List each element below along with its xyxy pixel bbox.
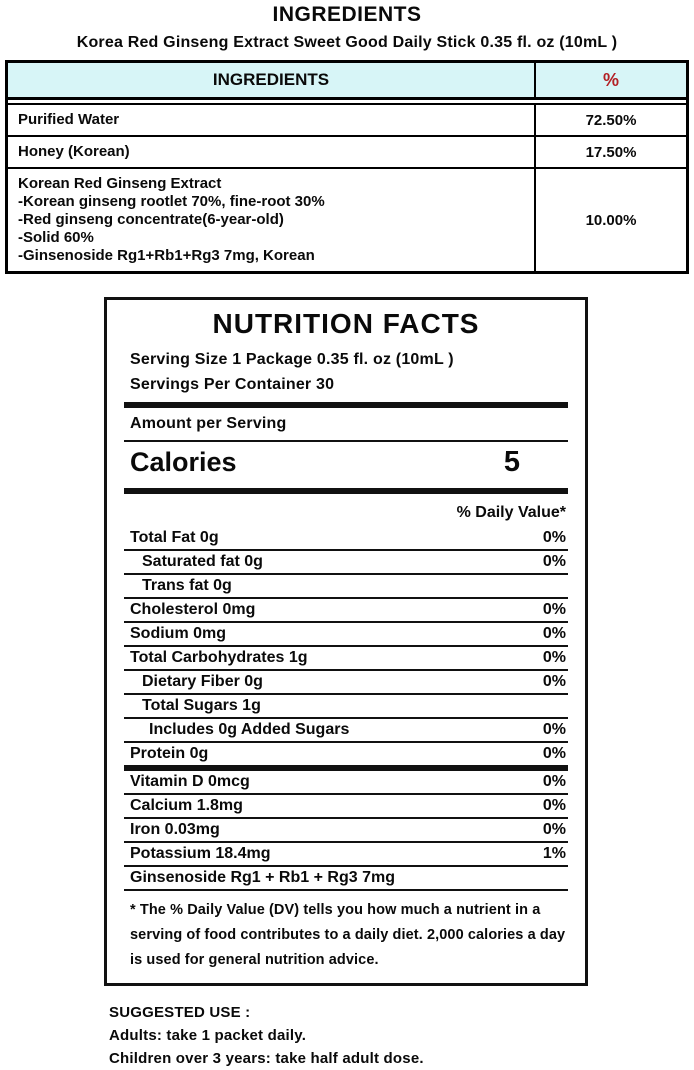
- nutrient-daily-value: 0%: [542, 625, 566, 642]
- ingredients-table: [5, 60, 689, 274]
- thick-rule: [124, 402, 568, 408]
- daily-value-header: % Daily Value*: [456, 504, 566, 521]
- suggested-use-heading: SUGGESTED USE :: [109, 1004, 251, 1021]
- nutrient-daily-value: 0%: [542, 649, 566, 666]
- percent-column-header: %: [602, 69, 619, 90]
- nutrient-daily-value: 0%: [542, 821, 566, 838]
- suggested-use-line: Children over 3 years: take half adult dose.: [109, 1050, 424, 1067]
- nutrient-label: Trans fat 0g: [142, 577, 232, 594]
- nutrient-daily-value: 1%: [542, 845, 566, 862]
- nutrient-row: [124, 819, 568, 843]
- ingredient-row: [8, 169, 686, 271]
- ingredient-row: [8, 105, 686, 137]
- suggested-use-lines: [109, 1024, 694, 1070]
- ingredients-table-body: [8, 103, 686, 271]
- ingredient-row: [8, 137, 686, 169]
- thick-rule: [124, 488, 568, 494]
- nutrient-label: Total Carbohydrates 1g: [130, 649, 308, 666]
- nutrient-row: [124, 647, 568, 671]
- ingredient-name: Purified Water: [8, 105, 536, 135]
- calories-value: 5: [503, 446, 520, 478]
- nutrient-row: [124, 843, 568, 867]
- serving-size: Serving Size 1 Package 0.35 fl. oz (10mL ): [130, 351, 454, 368]
- nutrient-rows: [124, 527, 568, 891]
- ingredient-name: Korean Red Ginseng Extract -Korean ginseng rootlet 70%, fine-root 30% -Red ginseng concentrate(6-year-old) -Solid 60% -Ginsenoside Rg1+Rb1+Rg3 7mg, Korean: [8, 169, 536, 271]
- calories-label: Calories: [130, 447, 237, 477]
- nutrient-label: Protein 0g: [130, 745, 209, 762]
- ingredients-column-header: INGREDIENTS: [8, 63, 536, 97]
- page-title: INGREDIENTS: [272, 3, 422, 26]
- nutrient-label: Ginsenoside Rg1 + Rb1 + Rg3 7mg: [130, 869, 395, 886]
- nutrient-row: [124, 867, 568, 891]
- nutrient-daily-value: 0%: [542, 797, 566, 814]
- nutrient-row: [124, 695, 568, 719]
- ingredient-name: Honey (Korean): [8, 137, 536, 167]
- suggested-use-section: [109, 1001, 694, 1070]
- nutrient-label: Saturated fat 0g: [142, 553, 263, 570]
- nutrient-label: Includes 0g Added Sugars: [149, 721, 350, 738]
- nutrition-facts-title: NUTRITION FACTS: [212, 308, 480, 339]
- amount-per-serving: Amount per Serving: [124, 412, 568, 442]
- nutrient-label: Sodium 0mg: [130, 625, 227, 642]
- nutrient-row: [124, 671, 568, 695]
- nutrient-label: Total Sugars 1g: [142, 697, 261, 714]
- ingredient-percent: 17.50%: [585, 143, 637, 161]
- nutrient-daily-value: 0%: [542, 773, 566, 790]
- nutrient-row: [124, 623, 568, 647]
- nutrient-label: Cholesterol 0mg: [130, 601, 256, 618]
- nutrition-facts-panel: [104, 297, 588, 986]
- nutrient-label: Calcium 1.8mg: [130, 797, 243, 814]
- nutrient-row: [124, 599, 568, 623]
- ingredient-percent: 10.00%: [585, 211, 637, 229]
- nutrient-daily-value: 0%: [542, 529, 566, 546]
- nutrient-label: Total Fat 0g: [130, 529, 219, 546]
- suggested-use-line: Adults: take 1 packet daily.: [109, 1027, 307, 1044]
- nutrient-daily-value: 0%: [542, 721, 566, 738]
- daily-value-footnote: * The % Daily Value (DV) tells you how much a nutrient in a serving of food contributes to a daily diet. 2,000 calories a day is used for general nutrition advice.: [130, 902, 566, 968]
- calories-row: [124, 442, 568, 484]
- nutrient-row: [124, 743, 568, 771]
- nutrient-row: [124, 575, 568, 599]
- nutrient-row: [124, 527, 568, 551]
- nutrient-row: [124, 771, 568, 795]
- ingredient-percent: 72.50%: [585, 111, 637, 129]
- nutrient-label: Potassium 18.4mg: [130, 845, 271, 862]
- nutrient-daily-value: 0%: [542, 673, 566, 690]
- nutrient-daily-value: 0%: [542, 601, 566, 618]
- servings-per-container: Servings Per Container 30: [130, 376, 335, 393]
- ingredients-table-header: [8, 63, 686, 100]
- product-name: Korea Red Ginseng Extract Sweet Good Daily Stick 0.35 fl. oz (10mL ): [76, 34, 618, 51]
- nutrient-label: Vitamin D 0mcg: [130, 773, 250, 790]
- nutrient-label: Iron 0.03mg: [130, 821, 220, 838]
- nutrient-daily-value: 0%: [542, 745, 566, 762]
- nutrient-row: [124, 551, 568, 575]
- nutrient-row: [124, 795, 568, 819]
- nutrient-label: Dietary Fiber 0g: [142, 673, 263, 690]
- nutrient-row: [124, 719, 568, 743]
- nutrient-daily-value: 0%: [542, 553, 566, 570]
